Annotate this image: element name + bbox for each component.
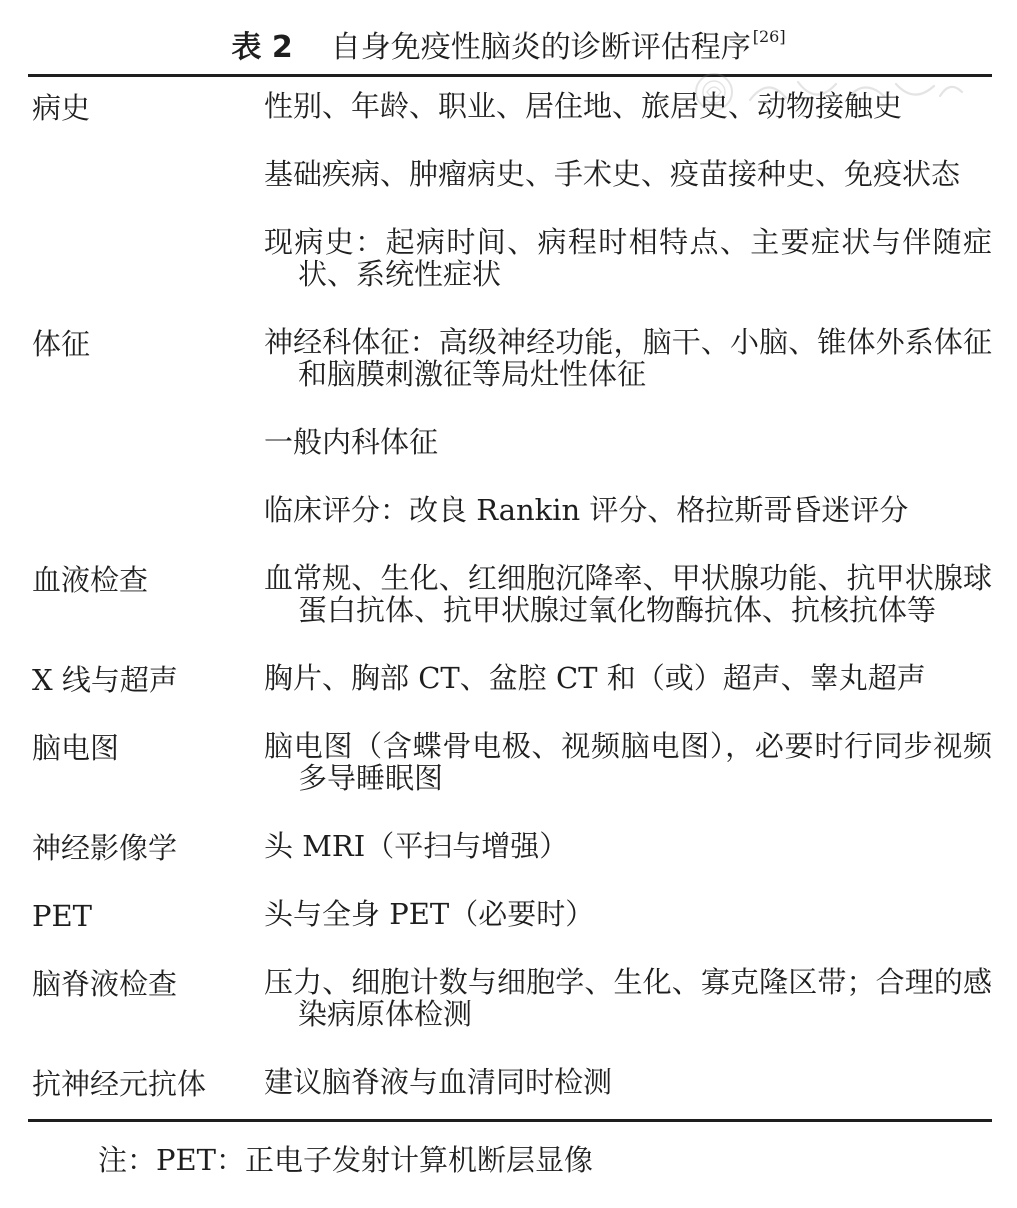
table-row bbox=[32, 662, 992, 730]
row-items bbox=[264, 562, 992, 662]
row-items bbox=[264, 830, 992, 898]
row-item: 临床评分：改良 Rankin 评分、格拉斯哥昏迷评分 bbox=[264, 493, 909, 527]
row-item: 脑电图（含蝶骨电极、视频脑电图），必要时行同步视频多导睡眠图 bbox=[264, 729, 992, 795]
row-label: 神经影像学 bbox=[32, 831, 178, 865]
row-item: 头 MRI（平扫与增强） bbox=[264, 829, 569, 863]
row-label: PET bbox=[32, 899, 93, 933]
table-row bbox=[32, 1066, 992, 1134]
row-label: 血液检查 bbox=[32, 563, 149, 597]
table-footnote: 注：PET：正电子发射计算机断层显像 bbox=[98, 1143, 594, 1177]
table-title: 自身免疫性脑炎的诊断评估程序 bbox=[330, 30, 751, 65]
row-items bbox=[264, 1066, 992, 1134]
row-label: 抗神经元抗体 bbox=[32, 1067, 207, 1101]
row-label: 脑电图 bbox=[32, 731, 120, 765]
row-item: 神经科体征：高级神经功能，脑干、小脑、锥体外系体征和脑膜刺激征等局灶性体征 bbox=[264, 325, 992, 391]
row-label: 病史 bbox=[32, 91, 91, 125]
row-item: 血常规、生化、红细胞沉降率、甲状腺功能、抗甲状腺球蛋白抗体、抗甲状腺过氧化物酶抗体、抗核抗体等 bbox=[264, 561, 992, 627]
row-label: X 线与超声 bbox=[32, 663, 178, 697]
row-item: 头与全身 PET（必要时） bbox=[264, 897, 595, 931]
row-items bbox=[264, 730, 992, 830]
diagnostic-table bbox=[32, 90, 992, 1134]
row-items bbox=[264, 662, 992, 730]
row-item: 建议脑脊液与血清同时检测 bbox=[264, 1065, 613, 1099]
table-row bbox=[32, 830, 992, 898]
table-row bbox=[32, 898, 992, 966]
row-items bbox=[264, 326, 992, 562]
table-row bbox=[32, 730, 992, 830]
row-items bbox=[264, 898, 992, 966]
row-item: 一般内科体征 bbox=[264, 425, 439, 459]
table-row bbox=[32, 562, 992, 662]
citation-reference: [26] bbox=[752, 27, 786, 46]
row-items bbox=[264, 90, 992, 326]
row-item: 基础疾病、肿瘤病史、手术史、疫苗接种史、免疫状态 bbox=[264, 157, 961, 191]
row-label: 体征 bbox=[32, 327, 91, 361]
table-caption bbox=[0, 12, 1017, 65]
row-label: 脑脊液检查 bbox=[32, 967, 178, 1001]
row-item: 现病史：起病时间、病程时相特点、主要症状与伴随症状、系统性症状 bbox=[264, 225, 992, 291]
row-item: 胸片、胸部 CT、盆腔 CT 和（或）超声、睾丸超声 bbox=[264, 661, 926, 695]
table-row bbox=[32, 90, 992, 326]
row-items bbox=[264, 966, 992, 1066]
table-row bbox=[32, 326, 992, 562]
row-item: 压力、细胞计数与细胞学、生化、寡克隆区带；合理的感染病原体检测 bbox=[264, 965, 992, 1031]
row-item: 性别、年龄、职业、居住地、旅居史、动物接触史 bbox=[264, 89, 903, 123]
table-row bbox=[32, 966, 992, 1066]
table-number: 表 2 bbox=[231, 30, 293, 65]
bottom-rule bbox=[28, 1119, 992, 1122]
